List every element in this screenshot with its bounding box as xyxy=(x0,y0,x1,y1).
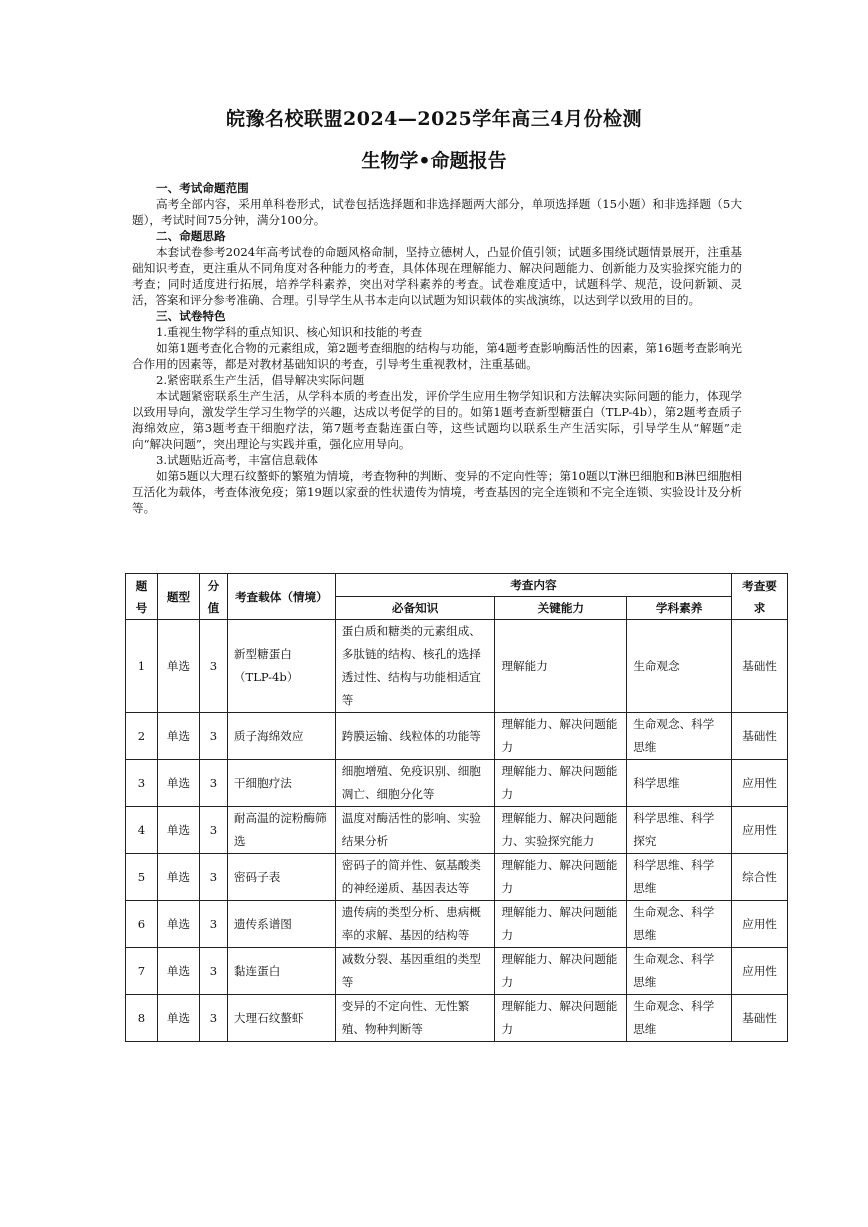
header-num: 题号 xyxy=(126,574,158,620)
section-heading: 三、试卷特色 xyxy=(156,309,226,323)
cell-num: 2 xyxy=(126,713,158,760)
cell-ability: 理解能力、解决问题能力 xyxy=(495,713,627,760)
cell-type: 单选 xyxy=(157,995,199,1042)
cell-knowledge: 遗传病的类型分析、患病概率的求解、基因的结构等 xyxy=(335,901,495,948)
cell-ability: 理解能力、解决问题能力 xyxy=(495,948,627,995)
header-literacy: 学科素养 xyxy=(627,597,732,620)
header-type: 题型 xyxy=(157,574,199,620)
cell-carrier: 耐高温的淀粉酶筛选 xyxy=(227,807,335,854)
cell-requirement: 基础性 xyxy=(732,713,788,760)
cell-num: 5 xyxy=(126,854,158,901)
cell-score: 3 xyxy=(199,995,227,1042)
cell-carrier: 密码子表 xyxy=(227,854,335,901)
cell-carrier: 遗传系谱图 xyxy=(227,901,335,948)
cell-ability: 理解能力 xyxy=(495,620,627,713)
cell-type: 单选 xyxy=(157,620,199,713)
cell-type: 单选 xyxy=(157,948,199,995)
cell-carrier: 质子海绵效应 xyxy=(227,713,335,760)
cell-requirement: 基础性 xyxy=(732,620,788,713)
paragraph: 如第1题考查化合物的元素组成，第2题考查细胞的结构与功能，第4题考查影响酶活性的因素，第16题考查影响光合作用的因素等，都是对教材基础知识的考查，引导考生重视教材，注重基础。 xyxy=(132,341,742,371)
cell-literacy: 生命观念、科学思维 xyxy=(627,995,732,1042)
cell-num: 4 xyxy=(126,807,158,854)
cell-requirement: 应用性 xyxy=(732,760,788,807)
header-score: 分值 xyxy=(199,574,227,620)
table-row xyxy=(126,760,788,807)
cell-carrier: 大理石纹螯虾 xyxy=(227,995,335,1042)
cell-knowledge: 温度对酶活性的影响、实验结果分析 xyxy=(335,807,495,854)
cell-type: 单选 xyxy=(157,854,199,901)
cell-literacy: 生命观念 xyxy=(627,620,732,713)
cell-num: 7 xyxy=(126,948,158,995)
table-row xyxy=(126,620,788,713)
section-heading: 一、考试命题范围 xyxy=(156,181,249,195)
cell-type: 单选 xyxy=(157,807,199,854)
table-row xyxy=(126,854,788,901)
feature-heading: 2.紧密联系生产生活，倡导解决实际问题 xyxy=(156,373,365,387)
cell-score: 3 xyxy=(199,854,227,901)
cell-literacy: 生命观念、科学思维 xyxy=(627,948,732,995)
cell-knowledge: 变异的不定向性、无性繁殖、物种判断等 xyxy=(335,995,495,1042)
document-subtitle: 生物学•命题报告 xyxy=(361,150,507,172)
header-carrier: 考查载体（情境） xyxy=(227,574,335,620)
cell-type: 单选 xyxy=(157,901,199,948)
cell-num: 6 xyxy=(126,901,158,948)
table-row xyxy=(126,948,788,995)
cell-ability: 理解能力、解决问题能力 xyxy=(495,901,627,948)
header-requirement: 考查要求 xyxy=(732,574,788,620)
cell-knowledge: 蛋白质和糖类的元素组成、多肽链的结构、核孔的选择透过性、结构与功能相适宜等 xyxy=(335,620,495,713)
cell-num: 3 xyxy=(126,760,158,807)
cell-ability: 理解能力、解决问题能力 xyxy=(495,854,627,901)
paragraph: 本试题紧密联系生产生活，从学科本质的考查出发，评价学生应用生物学知识和方法解决实际问题的能力，体现学以致用导向，激发学生学习生物学的兴趣，达成以考促学的目的。如第1题考查新型糖蛋白（TLP-4b），第2题考查质子海绵效应，第3题考查干细胞疗法，第7题考查黏连蛋白等，这些试题均以联系生产生活实际，引导学生从“解题”走向“解决问题”，突出理论与实践并重，强化应用导向。 xyxy=(132,389,742,451)
cell-num: 8 xyxy=(126,995,158,1042)
cell-knowledge: 跨膜运输、线粒体的功能等 xyxy=(335,713,495,760)
cell-score: 3 xyxy=(199,760,227,807)
feature-heading: 3.试题贴近高考，丰富信息载体 xyxy=(156,453,318,467)
cell-requirement: 基础性 xyxy=(732,995,788,1042)
cell-requirement: 应用性 xyxy=(732,948,788,995)
table-header-row xyxy=(126,574,788,597)
cell-requirement: 综合性 xyxy=(732,854,788,901)
cell-literacy: 科学思维 xyxy=(627,760,732,807)
cell-literacy: 科学思维、科学探究 xyxy=(627,807,732,854)
cell-literacy: 生命观念、科学思维 xyxy=(627,901,732,948)
cell-carrier: 黏连蛋白 xyxy=(227,948,335,995)
cell-carrier: 新型糖蛋白（TLP-4b） xyxy=(227,620,335,713)
header-ability: 关键能力 xyxy=(495,597,627,620)
document-title: 皖豫名校联盟2024—2025学年高三4月份检测 xyxy=(226,108,642,130)
cell-knowledge: 密码子的简并性、氨基酸类的神经递质、基因表达等 xyxy=(335,854,495,901)
table-row xyxy=(126,807,788,854)
cell-type: 单选 xyxy=(157,760,199,807)
cell-knowledge: 减数分裂、基因重组的类型等 xyxy=(335,948,495,995)
cell-requirement: 应用性 xyxy=(732,807,788,854)
header-knowledge: 必备知识 xyxy=(335,597,495,620)
cell-ability: 理解能力、解决问题能力、实验探究能力 xyxy=(495,807,627,854)
cell-score: 3 xyxy=(199,948,227,995)
cell-ability: 理解能力、解决问题能力 xyxy=(495,995,627,1042)
feature-heading: 1.重视生物学科的重点知识、核心知识和技能的考查 xyxy=(156,325,423,339)
cell-num: 1 xyxy=(126,620,158,713)
cell-requirement: 应用性 xyxy=(732,901,788,948)
table-row xyxy=(126,995,788,1042)
header-content: 考查内容 xyxy=(335,574,731,597)
cell-score: 3 xyxy=(199,620,227,713)
cell-ability: 理解能力、解决问题能力 xyxy=(495,760,627,807)
cell-carrier: 干细胞疗法 xyxy=(227,760,335,807)
cell-literacy: 生命观念、科学思维 xyxy=(627,713,732,760)
section-heading: 二、命题思路 xyxy=(156,229,226,243)
table-row xyxy=(126,901,788,948)
question-table xyxy=(125,573,788,1042)
report-body xyxy=(132,180,742,516)
cell-literacy: 科学思维、科学思维 xyxy=(627,854,732,901)
cell-knowledge: 细胞增殖、免疫识别、细胞凋亡、细胞分化等 xyxy=(335,760,495,807)
cell-score: 3 xyxy=(199,713,227,760)
cell-score: 3 xyxy=(199,901,227,948)
cell-type: 单选 xyxy=(157,713,199,760)
table-row xyxy=(126,713,788,760)
paragraph: 高考全部内容，采用单科卷形式，试卷包括选择题和非选择题两大部分，单项选择题（15小题）和非选择题（5大题），考试时间75分钟，满分100分。 xyxy=(132,197,742,227)
paragraph: 本套试卷参考2024年高考试卷的命题风格命制，坚持立德树人，凸显价值引领；试题多围绕试题情景展开，注重基础知识考查，更注重从不同角度对各种能力的考查，具体体现在理解能力、解决问题能力、创新能力及实验探究能力的考查；同时适度进行拓展，培养学科素养，突出对学科素养的考查。试卷难度适中，试题科学、规范，设问新颖、灵活，答案和评分参考准确、合理。引导学生从书本走向以试题为知识载体的实战演练，以达到学以致用的目的。 xyxy=(132,245,743,307)
cell-score: 3 xyxy=(199,807,227,854)
paragraph: 如第5题以大理石纹螯虾的繁殖为情境，考查物种的判断、变异的不定向性等；第10题以T淋巴细胞和B淋巴细胞相互活化为载体，考查体液免疫；第19题以家蚕的性状遗传为情境，考查基因的完全连锁和不完全连锁、实验设计及分析等。 xyxy=(132,469,742,515)
